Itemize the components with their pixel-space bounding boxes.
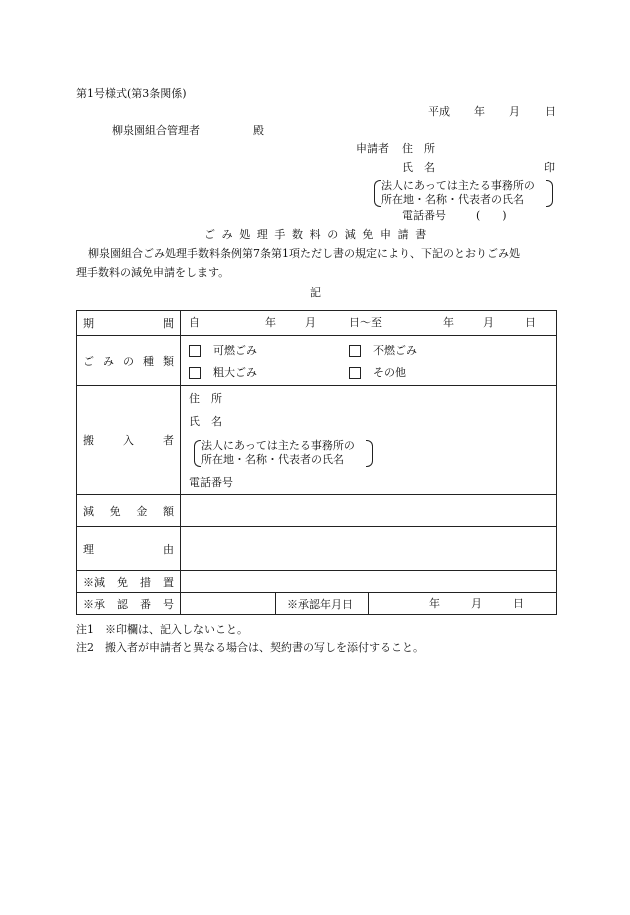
row-approval [77,593,557,615]
label-approval-number: ※承 認 番 号 [77,593,181,615]
carrier-note-right-bracket [366,440,373,467]
period-field[interactable] [181,311,557,336]
checkbox[interactable] [349,345,361,357]
note-2: 注2 搬入者が申請者と異なる場合は、契約書の写しを添付すること。 [76,641,424,654]
option-label: 粗大ごみ [213,365,257,379]
option-noncombustible[interactable] [349,344,417,358]
document-title: ごみ処理手数料の減免申請書 [204,228,433,241]
label-waste-type: ご み の 種 類 [77,336,181,386]
date-era: 平成 [428,105,450,118]
reason-field[interactable] [181,527,557,571]
row-reduction-amount [77,495,557,527]
reduction-amount-field[interactable] [181,495,557,527]
period-day-to: 日〜至 [349,316,382,329]
label-carrier: 搬 入 者 [77,386,181,495]
row-reason [77,527,557,571]
period-day2: 日 [525,316,536,329]
applicant-corp-note-line2: 所在地・名称・代表者の氏名 [381,193,524,206]
applicant-label: 申請者 [356,142,389,155]
option-label: その他 [373,365,406,379]
option-label: 不燃ごみ [373,343,417,357]
carrier-corp-note-line2: 所在地・名称・代表者の氏名 [201,453,344,466]
option-oversized[interactable] [189,366,257,380]
carrier-name-label: 氏 名 [189,415,222,428]
applicant-phone-label: 電話番号 [402,209,446,222]
period-month: 月 [305,316,316,329]
body-text-line2: 理手数料の減免申請をします。 [76,266,230,279]
seal-mark: 印 [544,161,555,174]
option-other[interactable] [349,366,406,380]
body-text-line1: 柳泉園組合ごみ処理手数料条例第7条第1項ただし書の規定により、下記のとおりごみ処 [88,247,520,260]
addressee-honorific: 殿 [253,124,264,137]
period-from: 自 [189,316,200,329]
approval-date-field[interactable] [369,593,557,615]
applicant-phone-parens: ( ) [476,209,507,222]
carrier-field[interactable] [181,386,557,495]
approval-day: 日 [513,596,524,610]
applicant-name-label: 氏 名 [402,161,435,174]
row-waste-type [77,336,557,386]
approval-month: 月 [471,596,482,610]
period-month2: 月 [483,316,494,329]
label-reduction-measure: ※減 免 措 置 [77,571,181,593]
label-period: 期 間 [77,311,181,336]
label-approval-date: ※承認年月日 [276,593,369,615]
period-year2: 年 [443,316,454,329]
date-day: 日 [545,105,556,118]
applicant-note-left-bracket [374,180,381,207]
applicant-note-right-bracket [546,180,553,207]
application-table [76,310,557,615]
checkbox[interactable] [189,367,201,379]
form-number: 第1号様式(第3条関係) [76,87,187,100]
date-year: 年 [474,105,485,118]
date-month: 月 [509,105,520,118]
addressee-name: 柳泉園組合管理者 [112,124,200,137]
checkbox[interactable] [349,367,361,379]
row-reduction-measure [77,571,557,593]
waste-type-options [181,336,557,386]
ki-heading: 記 [310,286,321,299]
approval-number-field[interactable] [181,593,276,615]
approval-year: 年 [429,596,440,610]
carrier-phone-label: 電話番号 [189,476,233,489]
checkbox[interactable] [189,345,201,357]
reduction-measure-field[interactable] [181,571,557,593]
option-label: 可燃ごみ [213,343,257,357]
carrier-corp-note-line1: 法人にあっては主たる事務所の [201,439,355,452]
note-1: 注1 ※印欄は、記入しないこと。 [76,623,248,636]
option-combustible[interactable] [189,344,257,358]
period-year: 年 [265,316,276,329]
carrier-note-left-bracket [194,440,201,467]
row-carrier [77,386,557,495]
applicant-corp-note-line1: 法人にあっては主たる事務所の [381,179,535,192]
carrier-address-label: 住 所 [189,392,222,405]
label-reduction-amount: 減 免 金 額 [77,495,181,527]
applicant-address-label: 住 所 [402,142,435,155]
row-period [77,311,557,336]
label-reason: 理 由 [77,527,181,571]
